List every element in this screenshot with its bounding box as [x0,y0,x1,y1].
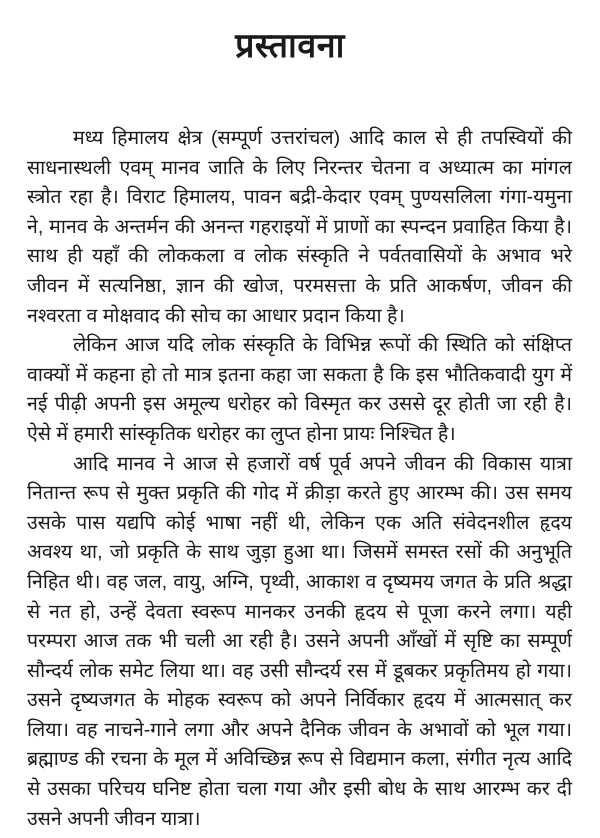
text-line: आदि मानव ने आज से हजारों वर्ष पूर्व अपने जीवन की विकास यात्रा [73,452,572,475]
text-line: ऐसे में हमारी सांस्कृतिक धरोहर का लुप्त होना प्रायः निश्चित है। [27,422,456,445]
text-line: मध्य हिमालय क्षेत्र (सम्पूर्ण उत्तरांचल) आदि काल से ही तपस्वियों की [73,127,572,149]
text-line: उसके पास यद्यपि कोई भाषा नहीं थी, लेकिन एक अति संवेदनशील हृदय [27,511,572,534]
page-title: प्रस्तावना [235,27,345,65]
text-line: नश्वरता व मोक्षवाद की सोच का आधार प्रदान किया है। [27,304,405,327]
text-line: उसने दृष्यजगत के मोहक स्वरूप को अपने निर्विकार हृदय में आत्मसात् कर [27,689,572,712]
text-line: नितान्त रूप से मुक्त प्रकृति की गोद में क्रीड़ा करते हुए आरम्भ की। उस समय [27,482,572,505]
text-line: से नत हो, उन्हें देवता स्वरूप मानकर उनकी हृदय से पूजा करने लगा। यही [27,600,572,623]
text-line: नई पीढ़ी अपनी इस अमूल्य धरोहर को विस्मृत कर उससे दूर होती जा रही है। [27,393,572,416]
text-line: वाक्यों में कहना हो तो मात्र इतना कहा जा सकता है कि इस भौतिकवादी युग में [27,363,572,386]
text-line: अवश्य था, जो प्रकृति के साथ जुड़ा हुआ था। जिसमें समस्त रसों की अनुभूति [27,541,572,564]
text-line: साथ ही यहाँ की लोककला व लोक संस्कृति ने पर्वतवासियों के अभाव भरे [27,245,572,268]
text-line: निहित थी। वह जल, वायु, अग्नि, पृथ्वी, आकाश व दृष्यमय जगत के प्रति श्रद्धा [27,570,572,593]
text-line: ब्रह्माण्ड की रचना के मूल में अविच्छिन्न रूप से विद्यमान कला, संगीत नृत्य आदि [27,748,572,771]
text-line: उसने अपनी जीवन यात्रा। [27,807,201,830]
text-line: ने, मानव के अन्तर्मन की अनन्त गहराइयों में प्राणों का स्पन्दन प्रवाहित किया है। [27,215,572,238]
text-line: सौन्दर्य लोक समेट लिया था। वह उसी सौन्दर्य रस में डूबकर प्रकृतिमय हो गया। [27,659,572,682]
paragraph-1 [27,124,572,331]
paragraph-2 [27,331,572,449]
text-line: स्त्रोत रहा है। विराट हिमालय, पावन बद्री-केदार एवम् पुण्यसलिला गंगा-यमुना [27,186,572,209]
text-line: परम्परा आज तक भी चली आ रही है। उसने अपनी आँखों में सृष्टि का सम्पूर्ण [27,630,572,653]
paragraph-3 [27,450,572,835]
document-body [27,124,572,834]
text-line: लेकिन आज यदि लोक संस्कृति के विभिन्न रूपों की स्थिति को संक्षिप्त [73,334,572,357]
text-line: जीवन में सत्यनिष्ठा, ज्ञान की खोज, परमसत्ता के प्रति आकर्षण, जीवन की [27,274,572,297]
text-line: साधनास्थली एवम् मानव जाति के लिए निरन्तर चेतना व अध्यात्म का मांगल [27,156,572,179]
text-line: से उसका परिचय घनिष्ट होता चला गया और इसी बोध के साथ आरम्भ कर दी [27,778,572,801]
text-line: लिया। वह नाचने-गाने लगा और अपने दैनिक जीवन के अभावों को भूल गया। [27,718,572,741]
